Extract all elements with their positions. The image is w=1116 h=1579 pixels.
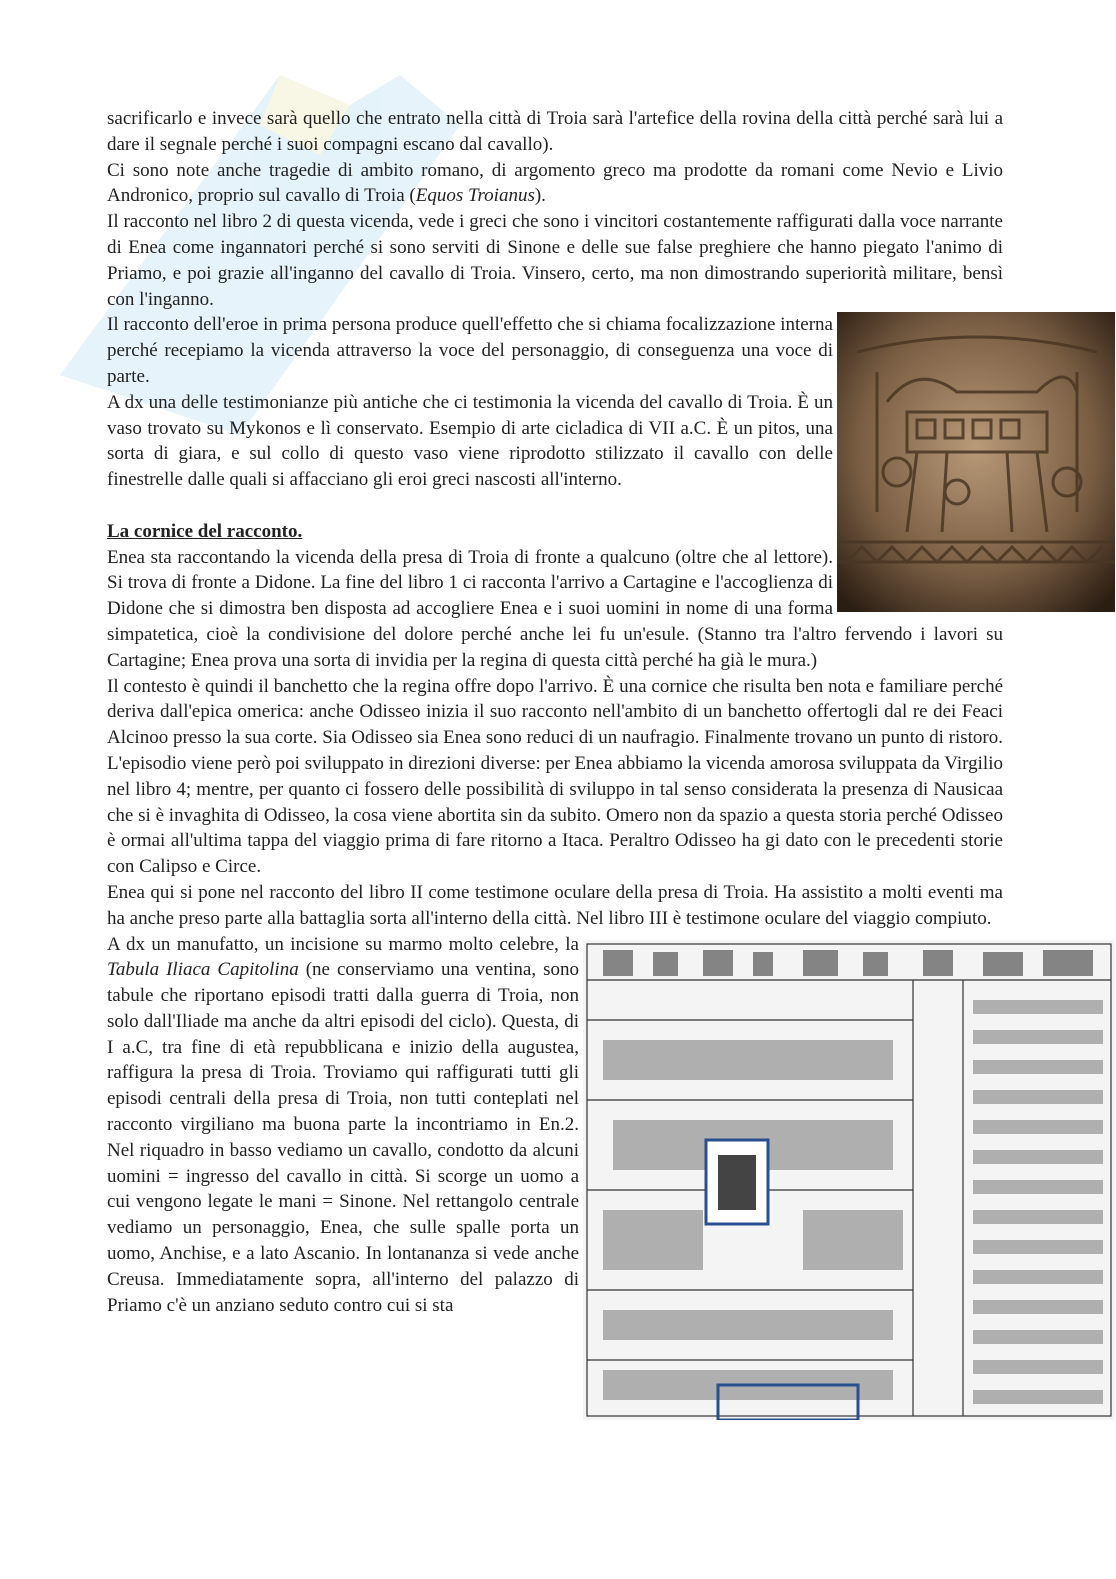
paragraph [107,158,1003,210]
paragraph: Il contesto è quindi il banchetto che la regina offre dopo l'arrivo. È una cornice che risulta ben nota e familiare perché deriva dall'epica omerica: anche Odisseo inizia il suo racconto nell'ambito di un banchetto offertogli dal re dei Feaci Alcinoo presso la sua corte. Sia Odisseo sia Enea sono reduci di un naufragio. Finalmente trovano un punto di ristoro. L'episodio viene però poi sviluppato in direzioni diverse: per Enea abbiamo la vicenda amorosa sviluppata da Virgilio nel libro 4; mentre, per quanto ci fossero delle possibilità di sviluppo in tal senso considerata la presenza di Nausicaa che si è invaghita di Odisseo, la cosa viene abortita sin da subito. Omero non da spazio a questa storia perché Odisseo è ormai all'ultima tappa del viaggio prima di fare ritorno a Itaca. Peraltro Odisseo ha gi dato con le precedenti storie con Calipso e Circe. [107,675,1003,878]
paragraph: sacrificarlo e invece sarà quello che entrato nella città di Troia sarà l'artefice della rovina della città perché sarà lui a dare il segnale perché i suoi compagni escano dal cavallo). [107,108,1003,155]
tabula-iliaca-illustration [583,940,1115,1420]
italic-title: Tabula Iliaca Capitolina [107,959,299,981]
paragraph-text: Ci sono note anche tragedie di ambito romano, di argomento greco ma prodotte da romani come Nevio e Livio Andronico, proprio sul cavallo di Troia ( [107,159,1003,207]
vase-image [837,312,1115,612]
body-text [107,106,1003,1420]
paragraph: Enea sta raccontando la vicenda della presa di Troia di fronte a qualcuno (oltre che al lettore). Si trova di fronte a Didone. La fine del libro 1 ci racconta l'arrivo a Cartagine e l'accoglienza di Didone che si dimostra ben disposta ad accogliere Enea e i suoi uomini in nome di una forma simpatetica, cioè la condivisione del dolore perché anche lei fu un'esule. (Stanno tra l'altro fervendo i lavori su Cartagine; Enea prova una sorta di invidia per la regina di questa città perché ha già le mura.) [107,546,1003,671]
paragraph: Enea qui si pone nel racconto del libro II come testimone oculare della presa di Troia. Ha assistito a molti eventi ma ha anche preso parte alla battaglia sorta all'interno della città. Nel libro III è testimone oculare del viaggio compiuto. [107,881,1003,929]
paragraph: A dx una delle testimonianze più antiche che ci testimonia la vicenda del cavallo di Troia. È un vaso trovato su Mykonos e lì conservato. Esempio di arte cicladica di VII a.C. È un pitos, una sorta di giara, e sul collo di questo vaso viene riprodotto stilizzato il cavallo con delle finestrelle dalle quali si affacciano gli eroi greci nascosti all'interno. [107,391,833,491]
paragraph: Il racconto dell'eroe in prima persona produce quell'effetto che si chiama focalizzazione interna perché recepiamo la vicenda attraverso la voce del personaggio, di conseguenza una voce di parte. [107,314,833,387]
paragraph: Il racconto nel libro 2 di questa vicenda, vede i greci che sono i vincitori costantemente raffigurati dalla voce narrante di Enea come ingannatori perché si sono serviti di Sinone e delle sue false preghiere che hanno piegato l'animo di Priamo, e poi grazie all'inganno del cavallo di Troia. Vinsero, certo, ma non dimostrando superiorità militare, bensì con l'inganno. [107,211,1003,310]
section-heading: La cornice del racconto. [107,520,303,542]
paragraph-text: ). [534,185,546,207]
italic-title: Equos Troianus [415,185,535,207]
mykonos-vase-illustration [837,312,1115,612]
paragraph-text: (ne conserviamo una ventina, sono tabule che riportano episodi tratti dalla guerra di Troia, non solo dall'Iliade ma anche da altri episodi del ciclo). Questa, di I a.C, tra fine di età repubblicana e inizio della augustea, raffigura la presa di Troia. Troviamo qui raffigurati tutti gli episodi centrali della presa di Troia, non tutti conteplati nel racconto virgiliano ma buona parte la incontriamo in En.2. Nel riquadro in basso vediamo un cavallo, condotto da alcuni uomini = ingresso del cavallo in città. Si scorge un uomo a cui vengono legate le mani = Sinone. Nel rettangolo centrale vediamo un personaggio, Enea, che sulle spalle porta un uomo, Anchise, e a lato Ascanio. In lontananza si vede anche Creusa. Immediatamente sopra, all'interno del palazzo di Priamo c'è un anziano seduto contro cui si sta [107,959,579,1316]
paragraph-text: A dx un manufatto, un incisione su marmo molto celebre, la [107,933,579,955]
tabula-iliaca-image [583,940,1115,1420]
